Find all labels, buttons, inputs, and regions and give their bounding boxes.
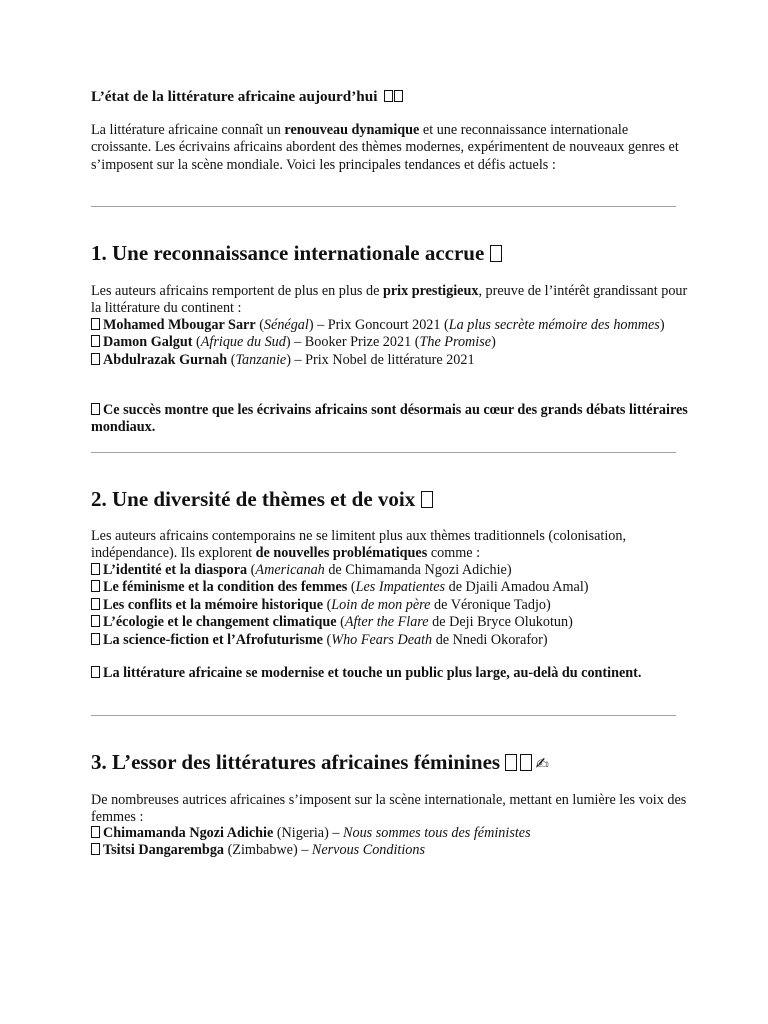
earth-icon [91, 615, 100, 627]
trophy-icon [91, 335, 100, 347]
book-icon [384, 90, 393, 102]
divider [91, 206, 676, 207]
document-title-text: L’état de la littérature africaine aujourd’hui [91, 88, 378, 105]
intro-emphasis: renouveau dynamique [284, 122, 420, 138]
section-3-intro: De nombreuses autrices africaines s’imposent sur la scène internationale, mettant en lumière les voix des femmes : [91, 792, 687, 826]
divider [91, 715, 676, 716]
list-item: Mohamed Mbougar Sarr (Sénégal) – Prix Goncourt 2021 (La plus secrète mémoire des hommes) [91, 317, 691, 334]
list-item: La science-fiction et l’Afrofuturisme (Who Fears Death de Nnedi Okorafor) [91, 632, 691, 649]
writing-hand-icon: ✍ [535, 754, 549, 773]
intro-paragraph: La littérature africaine connaît un renouveau dynamique et une reconnaissance internationale croissante. Les écrivains africains abordent des thèmes modernes, expérimentent de nouveaux genres et s’imposent sur la scène mondiale. Voici les principales tendances et défis actuels : [91, 122, 679, 173]
trophy-icon [91, 318, 100, 330]
woman-icon [91, 580, 100, 592]
list-item: Les conflits et la mémoire historique (Loin de mon père de Véronique Tadjo) [91, 597, 691, 614]
book-icon [520, 754, 532, 771]
dove-icon [91, 598, 100, 610]
list-item: Tsitsi Dangarembga (Zimbabwe) – Nervous Conditions [91, 842, 691, 859]
section-1-conclusion: Ce succès montre que les écrivains africains sont désormais au cœur des grands débats littéraires mondiaux. [91, 402, 688, 436]
passport-icon [91, 563, 100, 575]
woman-icon [505, 754, 517, 771]
pointer-icon [91, 403, 100, 415]
section-1-intro: Les auteurs africains remportent de plus en plus de prix prestigieux, preuve de l’intérêt grandissant pour la littérature du continent : [91, 283, 688, 317]
list-item: Le féminisme et la condition des femmes (Les Impatientes de Djaili Amadou Amal) [91, 579, 691, 596]
document-title [91, 87, 404, 106]
list-item: Abdulrazak Gurnah (Tanzanie) – Prix Nobel de littérature 2021 [91, 352, 691, 369]
pointer-icon [91, 666, 100, 678]
trophy-icon [490, 245, 502, 262]
book-icon [91, 843, 100, 855]
section-3-title: 3. L’essor des littératures africaines féminines ✍ [91, 750, 549, 774]
speech-icon [421, 491, 433, 508]
book-icon [91, 826, 100, 838]
title-emoji-group [384, 87, 404, 106]
prize-list [91, 317, 691, 369]
list-item: L’identité et la diaspora (Americanah de Chimamanda Ngozi Adichie) [91, 562, 691, 579]
section-2-conclusion: La littérature africaine se modernise et touche un public plus large, au-delà du continent. [91, 665, 691, 682]
author-list [91, 825, 691, 860]
list-item: Damon Galgut (Afrique du Sud) – Booker Prize 2021 (The Promise) [91, 334, 691, 351]
globe-icon [394, 90, 403, 102]
list-item: Chimamanda Ngozi Adichie (Nigeria) – Nous sommes tous des féministes [91, 825, 691, 842]
rocket-icon [91, 633, 100, 645]
section-2-title: 2. Une diversité de thèmes et de voix [91, 486, 436, 512]
section-2-intro: Les auteurs africains contemporains ne se limitent plus aux thèmes traditionnels (colonisation, indépendance). Ils explorent de nouvelles problématiques comme : [91, 528, 627, 562]
divider [91, 452, 676, 453]
trophy-icon [91, 353, 100, 365]
theme-list [91, 562, 691, 649]
list-item: L’écologie et le changement climatique (After the Flare de Deji Bryce Olukotun) [91, 614, 691, 631]
section-1-title: 1. Une reconnaissance internationale accrue [91, 240, 505, 266]
